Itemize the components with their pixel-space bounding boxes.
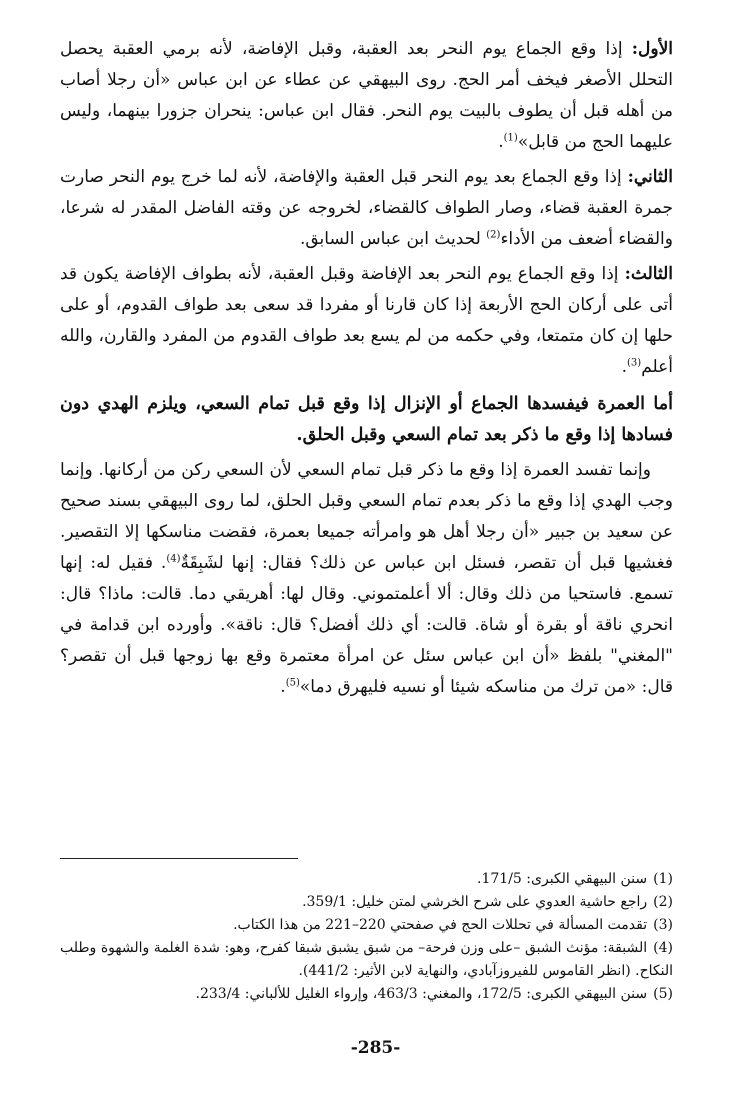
case-label-first: الأول: xyxy=(631,39,673,59)
paragraph-second-case: الثاني: إذا وقع الجماع بعد يوم النحر قبل العقبة والإفاضة، لأنه لما خرج يوم النحر صارت جمرة العقبة قضاء، وصار الطواف كالقضاء، لخروجه عن وقته الفاضل المقدر له شرعا، والقضاء أضعف من الأداء$^{(2)}$ لحديث ابن عباس السابق. xyxy=(60,167,673,249)
paragraph-text: إذا وقع الجماع يوم النحر بعد الإفاضة وقبل العقبة، لأنه بطواف الإفاضة يكون قد أتى على أركان الحج الأربعة إذا كان قارنا أو مفردا قد سعى بعد طواف القدوم، أو على حلها إن كان متمتعا، وفي حكمه من لم يسع بعد طواف القدوم من المفرد والقارن، والله أعلم xyxy=(60,264,673,377)
footnotes-section xyxy=(60,868,673,1006)
paragraph-text: إذا وقع الجماع بعد يوم النحر قبل العقبة والإفاضة، لأنه لما خرج يوم النحر صارت جمرة العقبة قضاء، وصار الطواف كالقضاء، لخروجه عن وقته الفاضل المقدر له شرعا، والقضاء أضعف من الأداء xyxy=(60,167,673,249)
page-number: -285- xyxy=(350,1038,401,1058)
footnote-ref-1: (1) xyxy=(503,132,518,144)
case-label-second: الثاني: xyxy=(627,167,673,187)
case-label-third: الثالث: xyxy=(624,264,673,284)
footnote-ref-5: (5) xyxy=(285,677,300,689)
footnote-5: (5)سنن البيهقي الكبرى: 172/5، والمغني: 463/3، وإرواء الغليل للألباني: 233/4. xyxy=(195,986,673,1002)
paragraph-umrah-explanation: وإنما تفسد العمرة إذا وقع ما ذكر قبل تمام السعي لأن السعي ركن من أركانها. وإنما وجب الهدي إذا وقع ما ذكر بعدم تمام السعي وقبل الحلق، لما روى البيهقي بسند صحيح عن سعيد بن جبير «أن رجلا أهل هو وامرأته جميعا بعمرة، فقضت مناسكها إلا التقصير. فغشيها قبل أن تقصر، فسئل ابن عباس عن ذلك؟ فقال: إنها لشَبِقَةٌ$^{(4)}$. فقيل له: إنها تسمع. فاستحيا من ذلك وقال: ألا أعلمتموني. وقال لها: أهريقي دما. قالت: ماذا؟ قال: انحري ناقة أو بقرة أو شاة. قالت: أي ذلك أفضل؟ قال: ناقة». وأورده ابن قدامة في "المغني" بلفظ «أن ابن عباس سئل عن امرأة معتمرة وقع بها زوجها قبل أن تقصر؟ قال: «من ترك من مناسكه شيئا أو نسيه فليهرق دما»$^{(5)}$. xyxy=(60,460,673,697)
paragraph-text: وإنما تفسد العمرة إذا وقع ما ذكر قبل تمام السعي لأن السعي ركن من أركانها. وإنما وجب الهدي إذا وقع ما ذكر بعدم تمام السعي وقبل الحلق، لما روى البيهقي بسند صحيح عن سعيد بن جبير «أن رجلا أهل هو وامرأته جميعا بعمرة، فقضت مناسكها إلا التقصير. فغشيها قبل أن تقصر، فسئل ابن عباس عن ذلك؟ فقال: إنها لشَبِقَةٌ xyxy=(60,460,673,573)
paragraph-first-case: الأول: إذا وقع الجماع يوم النحر بعد العقبة، وقبل الإفاضة، لأنه برمي العقبة يحصل التحلل الأصغر فيخف أمر الحج. روى البيهقي عن عطاء عن ابن عباس «أن رجلا أصاب من أهله قبل أن يطوف بالبيت يوم النحر. فقال ابن عباس: ينحران جزورا بينهما، وليس عليهما الحج من قابل»$^{(1)}$. xyxy=(60,39,673,152)
footnote-divider xyxy=(60,858,298,859)
paragraph-text: إذا وقع الجماع يوم النحر بعد العقبة، وقبل الإفاضة، لأنه برمي العقبة يحصل التحلل الأصغر فيخف أمر الحج. روى البيهقي عن عطاء عن ابن عباس «أن رجلا أصاب من أهله قبل أن يطوف بالبيت يوم النحر. فقال ابن عباس: ينحران جزورا بينهما، وليس عليهما الحج من قابل» xyxy=(60,39,673,152)
paragraph-third-case: الثالث: إذا وقع الجماع يوم النحر بعد الإفاضة وقبل العقبة، لأنه بطواف الإفاضة يكون قد أتى على أركان الحج الأربعة إذا كان قارنا أو مفردا قد سعى بعد طواف القدوم، أو على حلها إن كان متمتعا، وفي حكمه من لم يسع بعد طواف القدوم من المفرد والقارن، والله أعلم$^{(3)}$. xyxy=(60,264,673,377)
footnote-3: (3)تقدمت المسألة في تحللات الحج في صفحتي 220–221 من هذا الكتاب. xyxy=(233,917,673,933)
umrah-ruling-heading: أما العمرة فيفسدها الجماع أو الإنزال إذا وقع قبل تمام السعي، ويلزم الهدي دون فسادها إذا وقع ما ذكر بعد تمام السعي وقبل الحلق. xyxy=(60,394,673,445)
footnote-2: (2)راجع حاشية العدوي على شرح الخرشي لمتن خليل: 359/1. xyxy=(302,894,673,910)
footnote-4: (4)الشبقة: مؤنث الشبق –على وزن فرحة– من شبق يشبق شبقا كفرح، وهو: شدة الغلمة والشهوة وطلب النكاح. (انظر القاموس للفيروزآبادي، والنهاية لابن الأثير: 441/2). xyxy=(60,940,673,979)
footnote-ref-4: (4) xyxy=(166,553,181,565)
footnote-ref-2: (2) xyxy=(486,229,501,241)
footnote-1: (1)سنن البيهقي الكبرى: 171/5. xyxy=(477,871,673,887)
footnote-ref-3: (3) xyxy=(627,357,642,369)
